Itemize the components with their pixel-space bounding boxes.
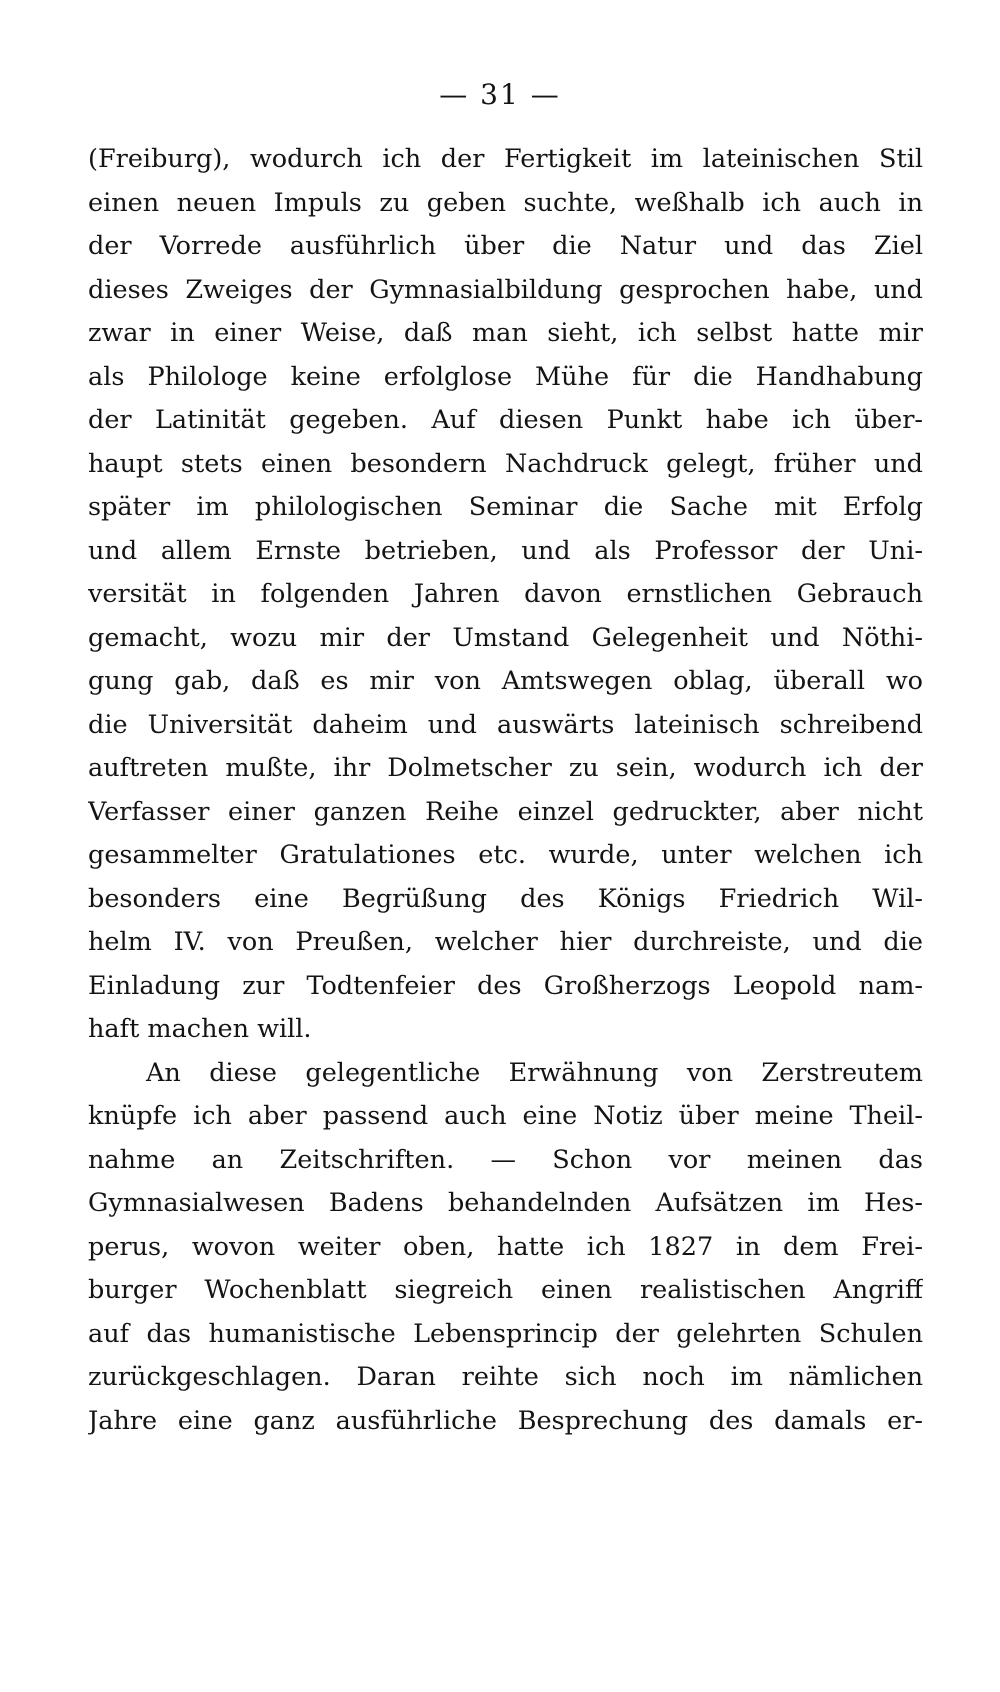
text-line: und allem Ernste betrieben, und als Professor der Uni- (88, 535, 923, 566)
text-line: der Vorrede ausführlich über die Natur und das Ziel (88, 231, 923, 261)
text-line: besonders eine Begrüßung des Königs Friedrich Wil- (88, 883, 923, 914)
text-line: gesammelter Gratulationes etc. wurde, unter welchen ich (88, 840, 923, 870)
text-line: die Universität daheim und auswärts lateinisch schreibend (88, 709, 923, 740)
text-line: helm IV. von Preußen, welcher hier durchreiste, und die (88, 927, 923, 957)
paragraph-1 (88, 138, 923, 1052)
text-line: Verfasser einer ganzen Reihe einzel gedruckter, aber nicht (88, 796, 923, 827)
text-line: als Philologe keine erfolglose Mühe für die Handhabung (88, 361, 923, 392)
text-line: knüpfe ich aber passend auch eine Notiz über meine Theil- (88, 1101, 923, 1131)
text-line: haupt stets einen besondern Nachdruck gelegt, früher und (88, 448, 923, 479)
text-line: Jahre eine ganz ausführliche Besprechung des damals er- (88, 1405, 923, 1436)
text-line: einen neuen Impuls zu geben suchte, weßhalb ich auch in (88, 187, 923, 218)
text-line: haft machen will. (88, 1014, 312, 1044)
text-line: nahme an Zeitschriften. — Schon vor meinen das (88, 1144, 923, 1175)
text-line: dieses Zweiges der Gymnasialbildung gesprochen habe, und (88, 274, 923, 305)
text-line: später im philologischen Seminar die Sache mit Erfolg (88, 492, 923, 522)
text-line: zwar in einer Weise, daß man sieht, ich selbst hatte mir (88, 318, 923, 348)
body-text (88, 138, 923, 1443)
text-line: Gymnasialwesen Badens behandelnden Aufsätzen im Hes- (88, 1188, 923, 1218)
paragraph-2 (88, 1052, 923, 1444)
page-number: — 31 — (439, 78, 561, 111)
text-line: auftreten mußte, ihr Dolmetscher zu sein, wodurch ich der (88, 753, 923, 783)
text-line: perus, wovon weiter oben, hatte ich 1827 in dem Frei- (88, 1231, 923, 1262)
text-line: gung gab, daß es mir von Amtswegen oblag, überall wo (88, 666, 923, 696)
text-line: An diese gelegentliche Erwähnung von Zerstreutem (146, 1057, 923, 1088)
text-line: zurückgeschlagen. Daran reihte sich noch im nämlichen (88, 1362, 923, 1392)
text-line: burger Wochenblatt siegreich einen realistischen Angriff (88, 1275, 923, 1305)
text-line: der Latinität gegeben. Auf diesen Punkt habe ich über- (88, 405, 923, 435)
text-line: gemacht, wozu mir der Umstand Gelegenheit und Nöthi- (88, 622, 923, 653)
text-line: Einladung zur Todtenfeier des Großherzogs Leopold nam- (88, 970, 923, 1001)
text-line: versität in folgenden Jahren davon ernstlichen Gebrauch (88, 579, 923, 609)
text-line: auf das humanistische Lebensprincip der gelehrten Schulen (88, 1318, 923, 1349)
text-line: (Freiburg), wodurch ich der Fertigkeit im lateinischen Stil (88, 144, 923, 174)
